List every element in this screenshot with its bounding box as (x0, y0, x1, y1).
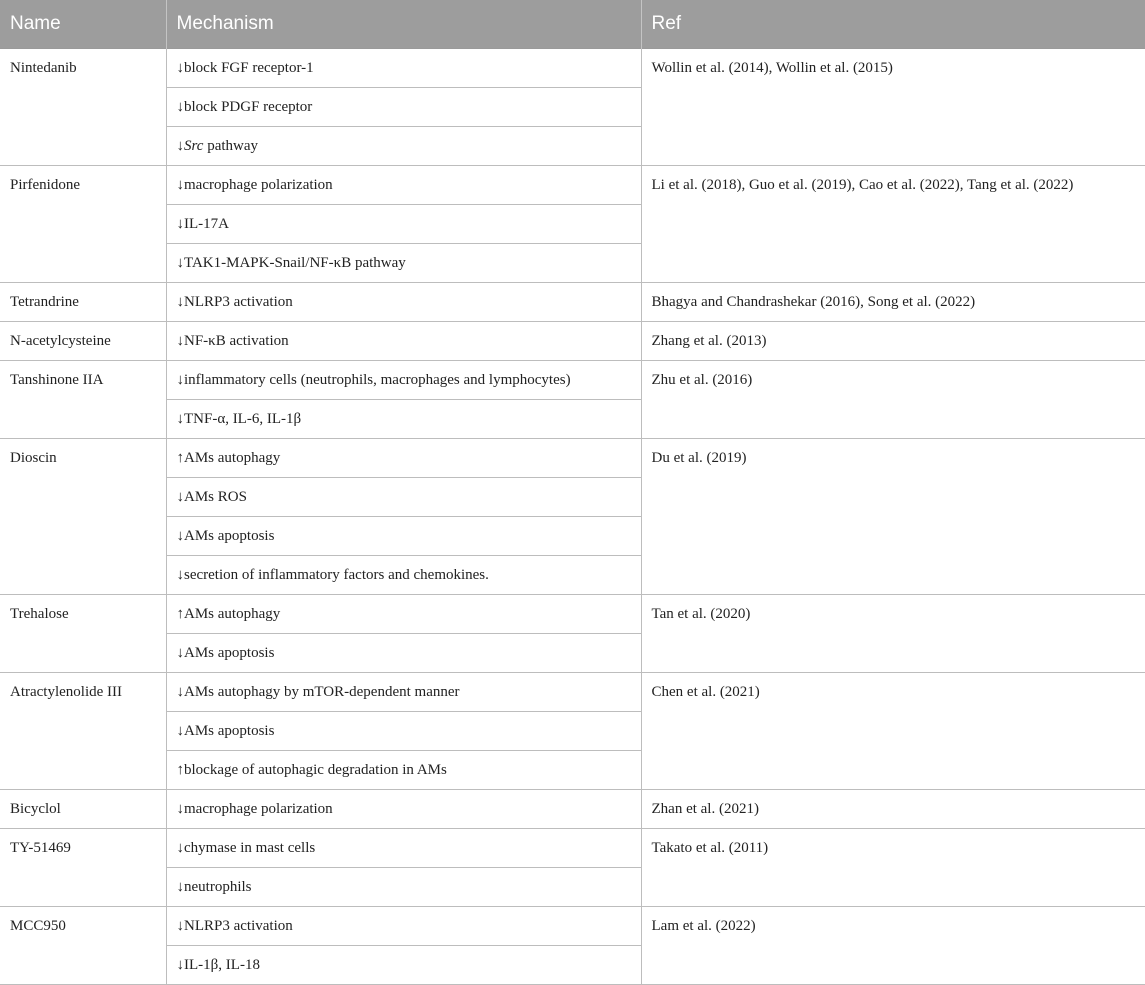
table-row (0, 48, 1145, 87)
ref-cell: Zhang et al. (2013) (641, 321, 1145, 360)
table-row (0, 672, 1145, 711)
drug-name: TY-51469 (0, 828, 166, 906)
mechanism-cell: ↑blockage of autophagic degradation in AMs (166, 750, 641, 789)
table-row (0, 321, 1145, 360)
mechanism-cell: ↓AMs apoptosis (166, 633, 641, 672)
ref-cell: Zhu et al. (2016) (641, 360, 1145, 438)
mechanism-cell: ↓IL-1β, IL-18 (166, 945, 641, 984)
mechanism-cell: ↓block FGF receptor-1 (166, 48, 641, 87)
drug-name: Nintedanib (0, 48, 166, 165)
ref-cell: Tan et al. (2020) (641, 594, 1145, 672)
drug-name: Dioscin (0, 438, 166, 594)
ref-cell: Takato et al. (2011) (641, 828, 1145, 906)
ref-cell: Zhan et al. (2021) (641, 789, 1145, 828)
mechanism-cell: ↑AMs autophagy (166, 438, 641, 477)
mechanism-cell: ↑AMs autophagy (166, 594, 641, 633)
header-ref: Ref (641, 0, 1145, 48)
mechanism-cell: ↓secretion of inflammatory factors and chemokines. (166, 555, 641, 594)
mechanism-cell: ↓Src pathway (166, 126, 641, 165)
header-mechanism: Mechanism (166, 0, 641, 48)
drug-name: MCC950 (0, 906, 166, 984)
drug-name: Atractylenolide III (0, 672, 166, 789)
mechanism-cell: ↓NF-κB activation (166, 321, 641, 360)
mechanism-cell: ↓IL-17A (166, 204, 641, 243)
mechanism-cell: ↓macrophage polarization (166, 789, 641, 828)
mechanism-cell: ↓AMs apoptosis (166, 711, 641, 750)
drug-name: Trehalose (0, 594, 166, 672)
table-row (0, 165, 1145, 204)
table-row (0, 594, 1145, 633)
drug-name: Bicyclol (0, 789, 166, 828)
drug-name: N-acetylcysteine (0, 321, 166, 360)
table-row (0, 906, 1145, 945)
mechanism-cell: ↓NLRP3 activation (166, 282, 641, 321)
mechanism-cell: ↓TAK1-MAPK-Snail/NF-κB pathway (166, 243, 641, 282)
mechanism-cell: ↓chymase in mast cells (166, 828, 641, 867)
header-name: Name (0, 0, 166, 48)
ref-cell: Bhagya and Chandrashekar (2016), Song et al. (2022) (641, 282, 1145, 321)
table-row (0, 828, 1145, 867)
mechanism-cell: ↓TNF-α, IL-6, IL-1β (166, 399, 641, 438)
header-row (0, 0, 1145, 48)
ref-cell: Du et al. (2019) (641, 438, 1145, 594)
table-row (0, 282, 1145, 321)
ref-cell: Wollin et al. (2014), Wollin et al. (2015) (641, 48, 1145, 165)
mechanism-cell: ↓block PDGF receptor (166, 87, 641, 126)
mechanism-cell: ↓neutrophils (166, 867, 641, 906)
drug-name: Tanshinone IIA (0, 360, 166, 438)
mechanism-cell: ↓AMs autophagy by mTOR-dependent manner (166, 672, 641, 711)
ref-cell: Li et al. (2018), Guo et al. (2019), Cao et al. (2022), Tang et al. (2022) (641, 165, 1145, 282)
mechanism-cell: ↓AMs apoptosis (166, 516, 641, 555)
table-row (0, 789, 1145, 828)
mechanism-cell: ↓AMs ROS (166, 477, 641, 516)
gene-name-italic: Src (184, 137, 204, 154)
table-row (0, 360, 1145, 399)
mechanism-cell: ↓NLRP3 activation (166, 906, 641, 945)
mechanism-cell: ↓inflammatory cells (neutrophils, macrophages and lymphocytes) (166, 360, 641, 399)
drug-name: Pirfenidone (0, 165, 166, 282)
drug-name: Tetrandrine (0, 282, 166, 321)
ref-cell: Chen et al. (2021) (641, 672, 1145, 789)
mechanism-cell: ↓macrophage polarization (166, 165, 641, 204)
ref-cell: Lam et al. (2022) (641, 906, 1145, 984)
table-row (0, 438, 1145, 477)
